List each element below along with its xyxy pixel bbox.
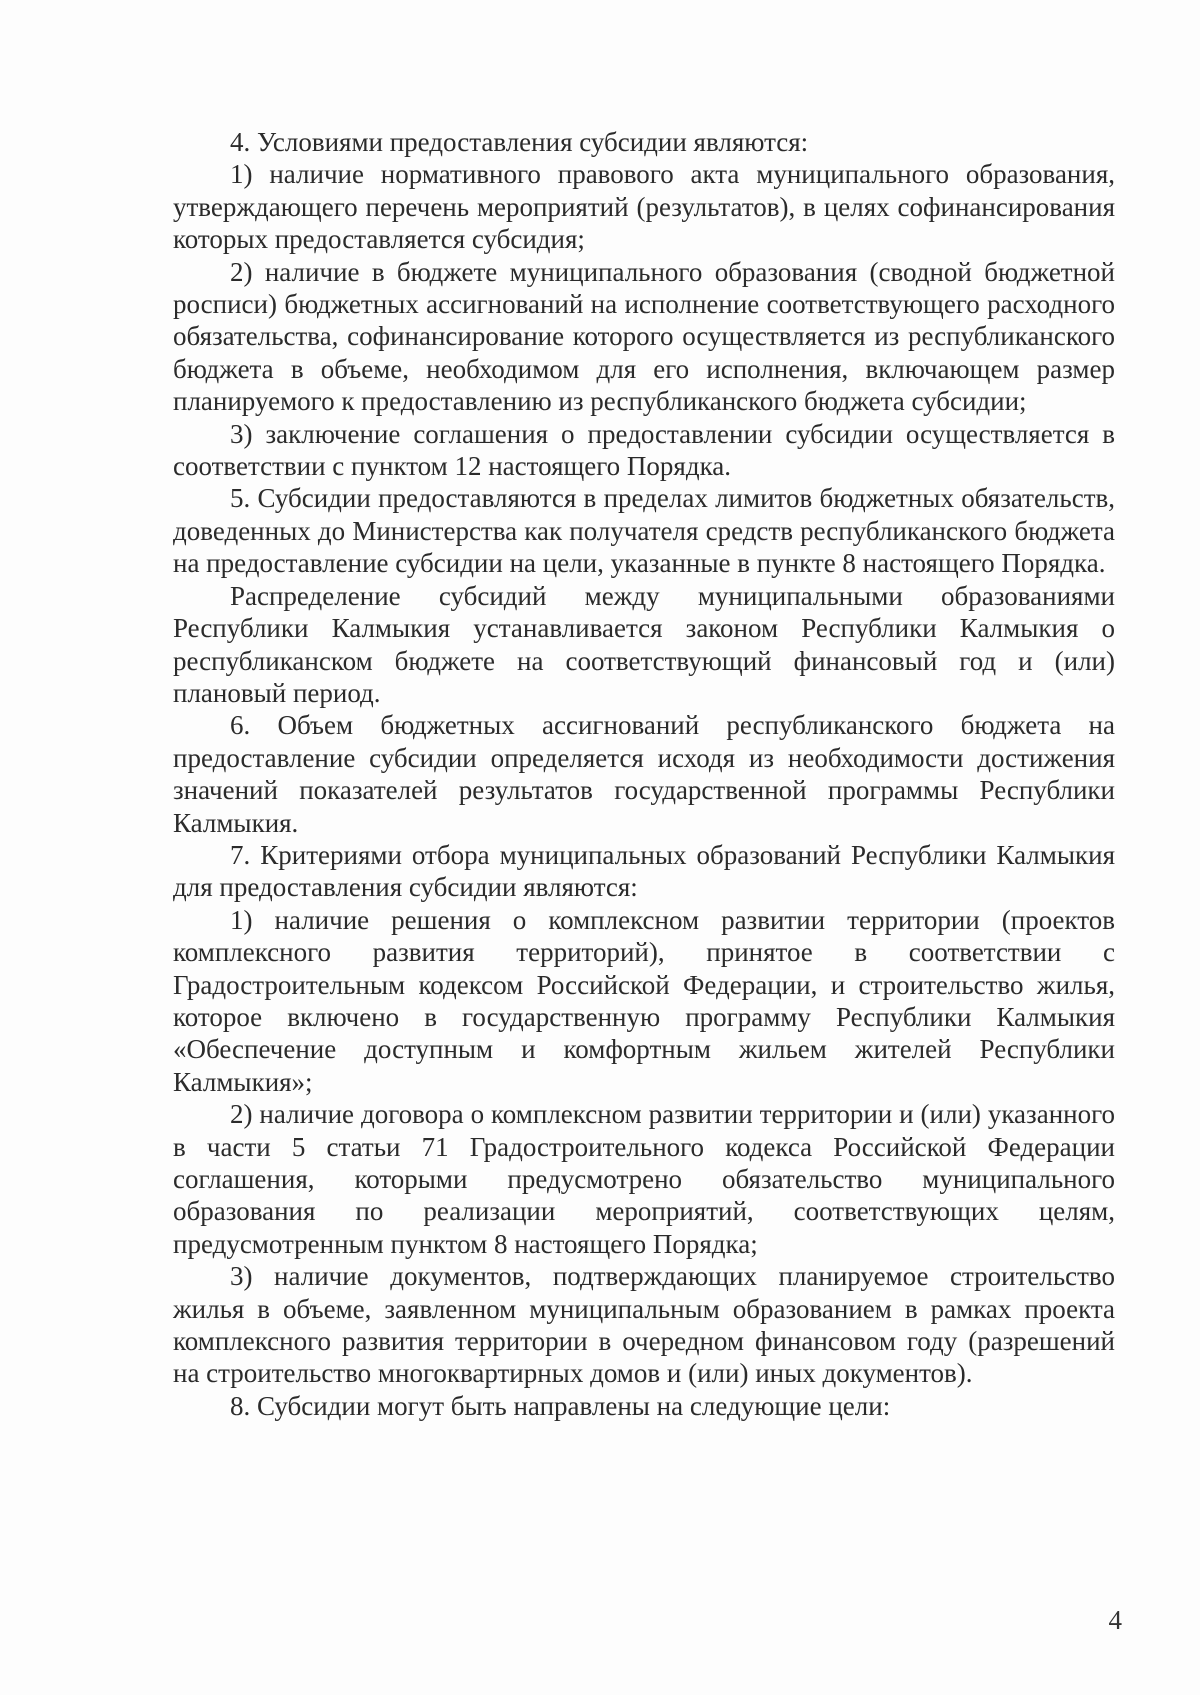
page-number: 4 [1108,1605,1122,1635]
paragraph-condition-1: 1) наличие нормативного правового акта муниципального образования, утверждающего перечень мероприятий (результатов), в целях софинансирования которых предоставляется субсидия; [173,159,1115,255]
paragraph-item-6-volume: 6. Объем бюджетных ассигнований республиканского бюджета на предоставление субсидии определяется исходя из необходимости достижения значений показателей результатов государственной программы Республики Калмыкия. [173,710,1115,838]
document-body [173,126,1115,1422]
paragraph-criterion-3: 3) наличие документов, подтверждающих планируемое строительство жилья в объеме, заявленном муниципальным образованием в рамках проекта комплексного развития территории в очередном финансовом году (разрешений на строительство многоквартирных домов и (или) иных документов). [173,1261,1115,1389]
paragraph-condition-2: 2) наличие в бюджете муниципального образования (сводной бюджетной росписи) бюджетных ассигнований на исполнение соответствующего расходного обязательства, софинансирование которого осуществляется из республиканского бюджета в объеме, необходимом для его исполнения, включающем размер планируемого к предоставлению из республиканского бюджета субсидии; [173,256,1115,417]
paragraph-item-4-conditions: 4. Условиями предоставления субсидии являются: [230,127,809,157]
paragraph-distribution: Распределение субсидий между муниципальными образованиями Республики Калмыкия устанавливается законом Республики Калмыкия о республиканском бюджете на соответствующий финансовый год и (или) плановый период. [173,580,1115,708]
paragraph-criterion-1: 1) наличие решения о комплексном развитии территории (проектов комплексного развития территорий), принятое в соответствии с Градостроительным кодексом Российской Федерации, и строительство жилья, которое включено в государственную программу Республики Калмыкия «Обеспечение доступным и комфортным жильем жителей Республики Калмыкия»; [173,904,1115,1097]
paragraph-item-5-limits: 5. Субсидии предоставляются в пределах лимитов бюджетных обязательств, доведенных до Министерства как получателя средств республиканского бюджета на предоставление субсидии на цели, указанные в пункте 8 настоящего Порядка. [173,483,1115,579]
paragraph-criterion-2: 2) наличие договора о комплексном развитии территории и (или) указанного в части 5 статьи 71 Градостроительного кодекса Российской Федерации соглашения, которыми предусмотрено обязательство муниципального образования по реализации мероприятий, соответствующих целям, предусмотренным пунктом 8 настоящего Порядка; [173,1099,1115,1259]
paragraph-item-7-criteria: 7. Критериями отбора муниципальных образований Республики Калмыкия для предоставления субсидии являются: [173,839,1115,903]
paragraph-item-8-purposes: 8. Субсидии могут быть направлены на следующие цели: [230,1390,891,1421]
paragraph-condition-3: 3) заключение соглашения о предоставлении субсидии осуществляется в соответствии с пунктом 12 настоящего Порядка. [173,418,1115,482]
